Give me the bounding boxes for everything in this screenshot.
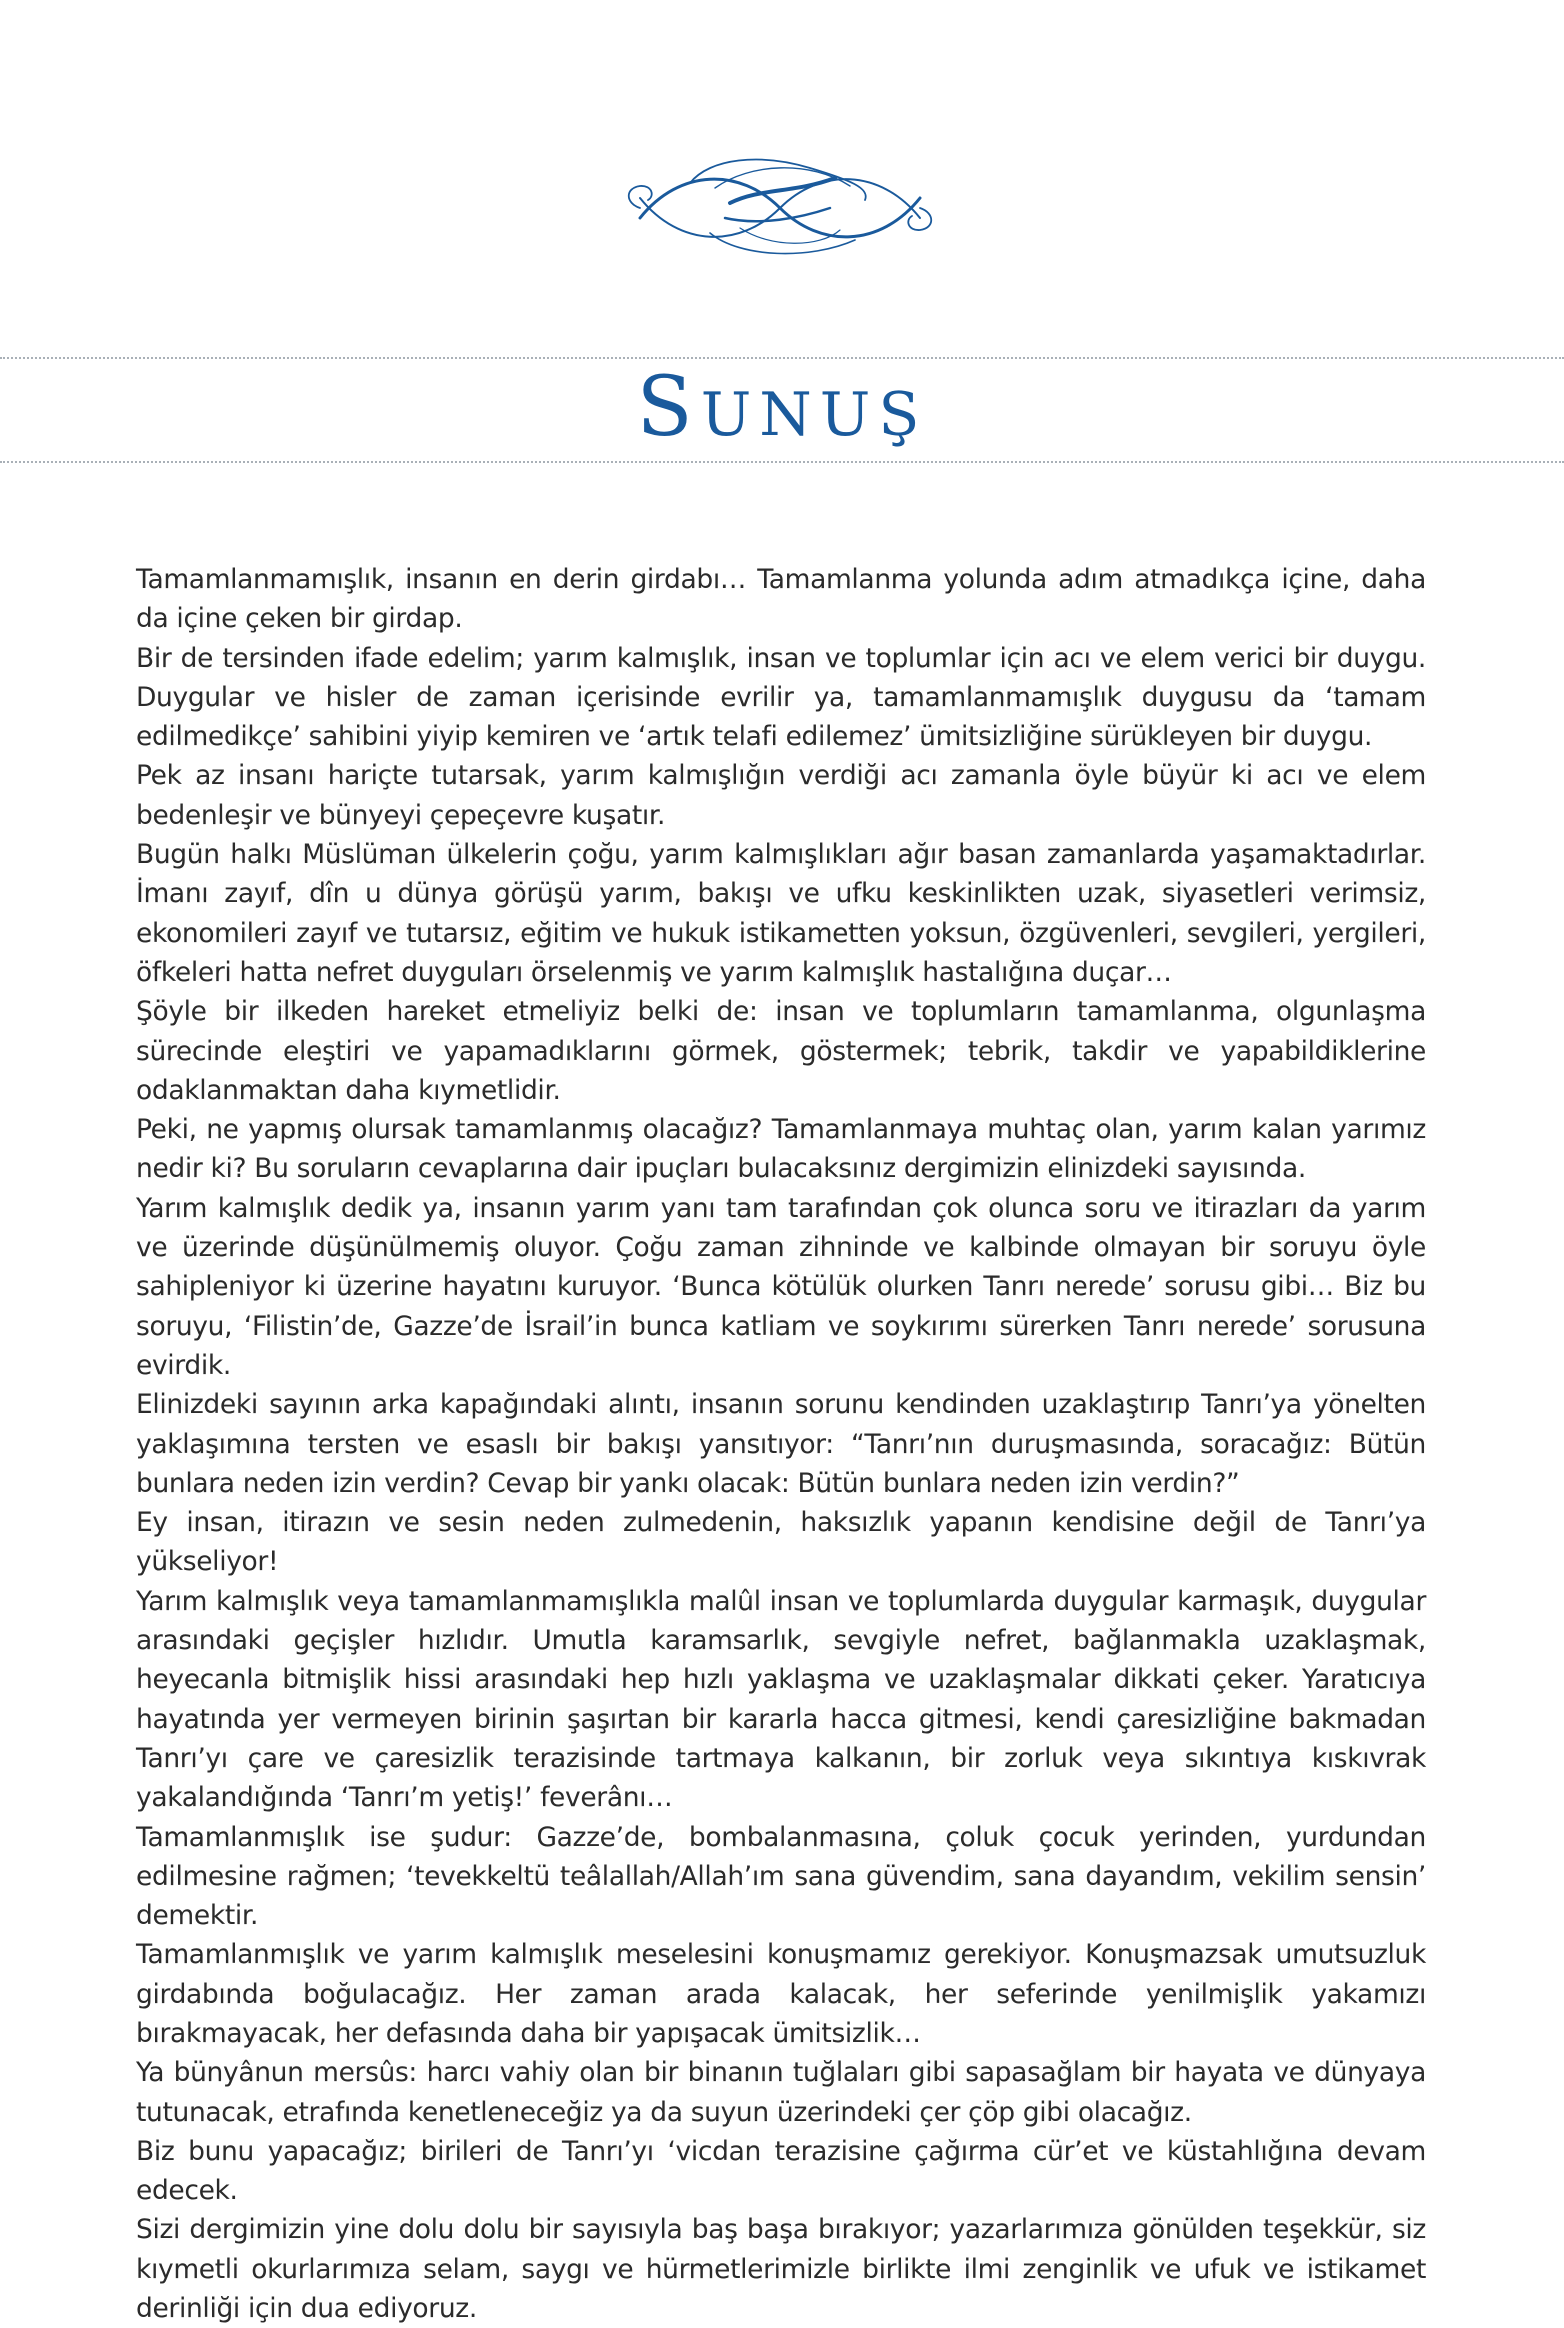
paragraph: Bugün halkı Müslüman ülkelerin çoğu, yarım kalmışlıkları ağır basan zamanlarda yaşamaktadırlar. İmanı zayıf, dîn u dünya görüşü yarım, bakışı ve ufku keskinlikten uzak, siyasetleri verimsiz, ekonomileri zayıf ve tutarsız, eğitim ve hukuk istikametten yoksun, özgüvenleri, sevgileri, yergileri, öfkeleri hatta nefret duyguları örselenmiş ve yarım kalmışlık hastalığına duçar…	[136, 839, 1426, 988]
paragraph: Sizi dergimizin yine dolu dolu bir sayısıyla baş başa bırakıyor; yazarlarımıza gönülden teşekkür, siz kıymetli okurlarımıza selam, saygı ve hürmetlerimizle birlikte ilmi zenginlik ve ufuk ve istikamet derinliği için dua ediyoruz.	[136, 2214, 1426, 2325]
paragraph: Biz bunu yapacağız; birileri de Tanrı’yı ‘vicdan terazisine çağırma cür’et ve küstahlığına devam edecek.	[136, 2135, 1426, 2207]
paragraph: Yarım kalmışlık veya tamamlanmamışlıkla malûl insan ve toplumlarda duygular karmaşık, duygular arasındaki geçişler hızlıdır. Umutla karamsarlık, sevgiyle nefret, bağlanmakla uzaklaşmak, heyecanla bitmişlik hissi arasındaki hep hızlı yaklaşma ve uzaklaşmalar dikkati çeker. Yaratıcıya hayatında yer vermeyen birinin şaşırtan bir kararla hacca gitmesi, kendi çaresizliğine bakmadan Tanrı’yı çare ve çaresizlik terazisinde tartmaya kalkanın, bir zorluk veya sıkıntıya kıskıvrak yakalandığında ‘Tanrı’m yetiş!’ feverânı…	[136, 1585, 1426, 1814]
paragraph: Peki, ne yapmış olursak tamamlanmış olacağız? Tamamlanmaya muhtaç olan, yarım kalan yarımız nedir ki? Bu soruların cevaplarına dair ipuçları bulacaksınız dergimizin elinizdeki sayısında.	[136, 1114, 1426, 1185]
paragraph: Bir de tersinden ifade edelim; yarım kalmışlık, insan ve toplumlar için acı ve elem verici bir duygu. Duygular ve hisler de zaman içerisinde evrilir ya, tamamlanmamışlık duygusu da ‘tamam edilmedikçe’ sahibini yiyip kemiren ve ‘artık telafi edilemez’ ümitsizliğine sürükleyen bir duygu.	[136, 642, 1426, 753]
paragraph: Yarım kalmışlık dedik ya, insanın yarım yanı tam tarafından çok olunca soru ve itirazları da yarım ve üzerinde düşünülmemiş oluyor. Çoğu zaman zihninde ve kalbinde olmayan bir soruyu öyle sahipleniyor ki üzerine hayatını kuruyor. ‘Bunca kötülük olurken Tanrı nerede’ sorusu gibi… Biz bu soruyu, ‘Filistin’de, Gazze’de İsrail’in bunca katliam ve soykırımı sürerken Tanrı nerede’ sorusuna evirdik.	[136, 1192, 1426, 1381]
paragraph: Tamamlanmamışlık, insanın en derin girdabı… Tamamlanma yolunda adım atmadıkça içine, daha da içine çeken bir girdap.	[136, 564, 1426, 635]
paragraph: Elinizdeki sayının arka kapağındaki alıntı, insanın sorunu kendinden uzaklaştırıp Tanrı’ya yönelten yaklaşımına tersten ve esaslı bir bakışı yansıtıyor: “Tanrı’nın duruşmasında, soracağız: Bütün bunlara neden izin verdin? Cevap bir yankı olacak: Bütün bunlara neden izin verdin?”	[136, 1389, 1426, 1499]
paragraph: Ya bünyânun mersûs: harcı vahiy olan bir binanın tuğlaları gibi sapasağlam bir hayata ve dünyaya tutunacak, etrafında kenetleneceğiz ya da suyun üzerindeki çer çöp gibi olacağız.	[136, 2057, 1426, 2128]
paragraph: Pek az insanı hariçte tutarsak, yarım kalmışlığın verdiği acı zamanla öyle büyür ki acı ve elem bedenleşir ve bünyeyi çepeçevre kuşatır.	[136, 760, 1426, 831]
title-top-divider	[0, 357, 1564, 359]
paragraph: Tamamlanmışlık ise şudur: Gazze’de, bombalanmasına, çoluk çocuk yerinden, yurdundan edilmesine rağmen; ‘tevekkeltü teâlallah/Allah’ım sana güvendim, sana dayandım, vekilim sensin’ demektir.	[136, 1821, 1426, 1932]
paragraph: Tamamlanmışlık ve yarım kalmışlık meselesini konuşmamız gerekiyor. Konuşmazsak umutsuzluk girdabında boğulacağız. Her zaman arada kalacak, her seferinde yenilmişlik yakamızı bırakmayacak, her defasında daha bir yapışacak ümitsizlik…	[136, 1939, 1426, 2049]
paragraph: Şöyle bir ilkeden hareket etmeliyiz belki de: insan ve toplumların tamamlanma, olgunlaşma sürecinde eleştiri ve yapamadıklarını görmek, göstermek; tebrik, takdir ve yapabildiklerine odaklanmaktan daha kıymetlidir.	[136, 996, 1426, 1106]
title-bottom-divider	[0, 461, 1564, 463]
paragraph: Ey insan, itirazın ve sesin neden zulmedenin, haksızlık yapanın kendisine değil de Tanrı’ya yükseliyor!	[136, 1507, 1426, 1578]
page-title: SUNUŞ	[636, 360, 928, 455]
flourish-ornament-icon	[620, 148, 940, 268]
article-body	[136, 560, 1426, 2328]
